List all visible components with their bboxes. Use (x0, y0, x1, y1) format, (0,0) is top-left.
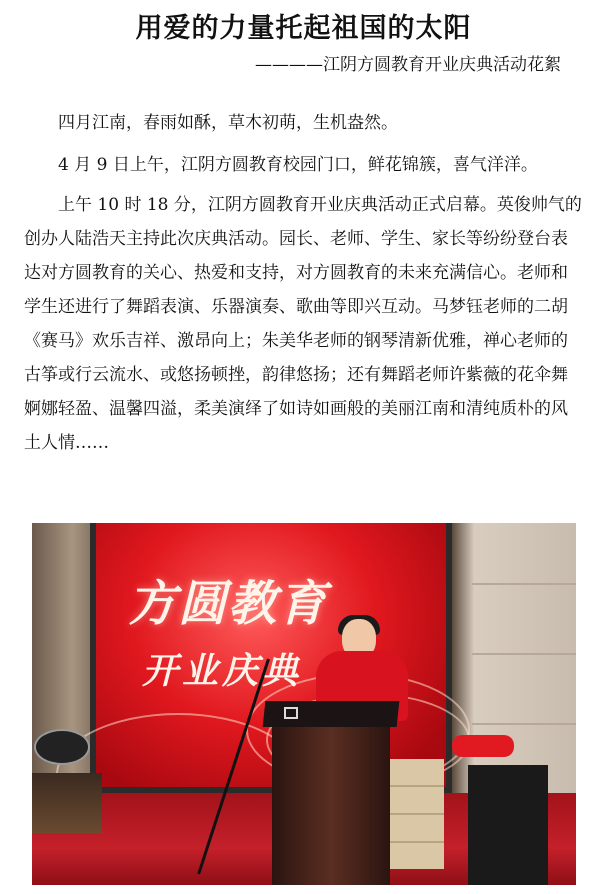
screen-title: 方圆教育 (128, 576, 329, 632)
guzheng-instrument (32, 773, 102, 833)
red-ribbon (452, 735, 514, 757)
podium-logo-icon (284, 707, 298, 719)
event-photo (32, 523, 576, 885)
loudspeaker (468, 765, 548, 885)
gift-cartons (382, 759, 444, 869)
paragraph-2: 4 月 9 日上午，江阴方圆教育校园门口，鲜花锦簇，喜气洋洋。 (58, 155, 538, 175)
article-subtitle: ————江阴方圆教育开业庆典活动花絮 (255, 55, 561, 75)
article-title: 用爱的力量托起祖国的太阳 (135, 13, 472, 44)
screen-subtitle: 开业庆典 (142, 650, 303, 692)
podium (272, 713, 390, 885)
paragraph-3: 上午 10 时 18 分，江阴方圆教育开业庆典活动正式启幕。英俊帅气的创办人陆浩天主持此次庆典活动。园长、老师、学生、家长等纷纷登台表达对方圆教育的关心、热爱和支持，对方圆教育的未来充满信心。老师和学生还进行了舞蹈表演、乐器演奏、歌曲等即兴互动。马梦钰老师的二胡《赛马》欢乐吉祥、激昂向上；朱美华老师的钢琴清新优雅，禅心老师的古筝或行云流水、或悠扬顿挫，韵律悠扬；还有舞蹈老师许紫薇的花伞舞婀娜轻盈、温馨四溢，柔美演绎了如诗如画般的美丽江南和清纯质朴的风土人情…… (24, 195, 582, 453)
drum-kit (34, 729, 90, 765)
paragraph-1: 四月江南，春雨如酥，草木初萌，生机盎然。 (58, 113, 398, 133)
